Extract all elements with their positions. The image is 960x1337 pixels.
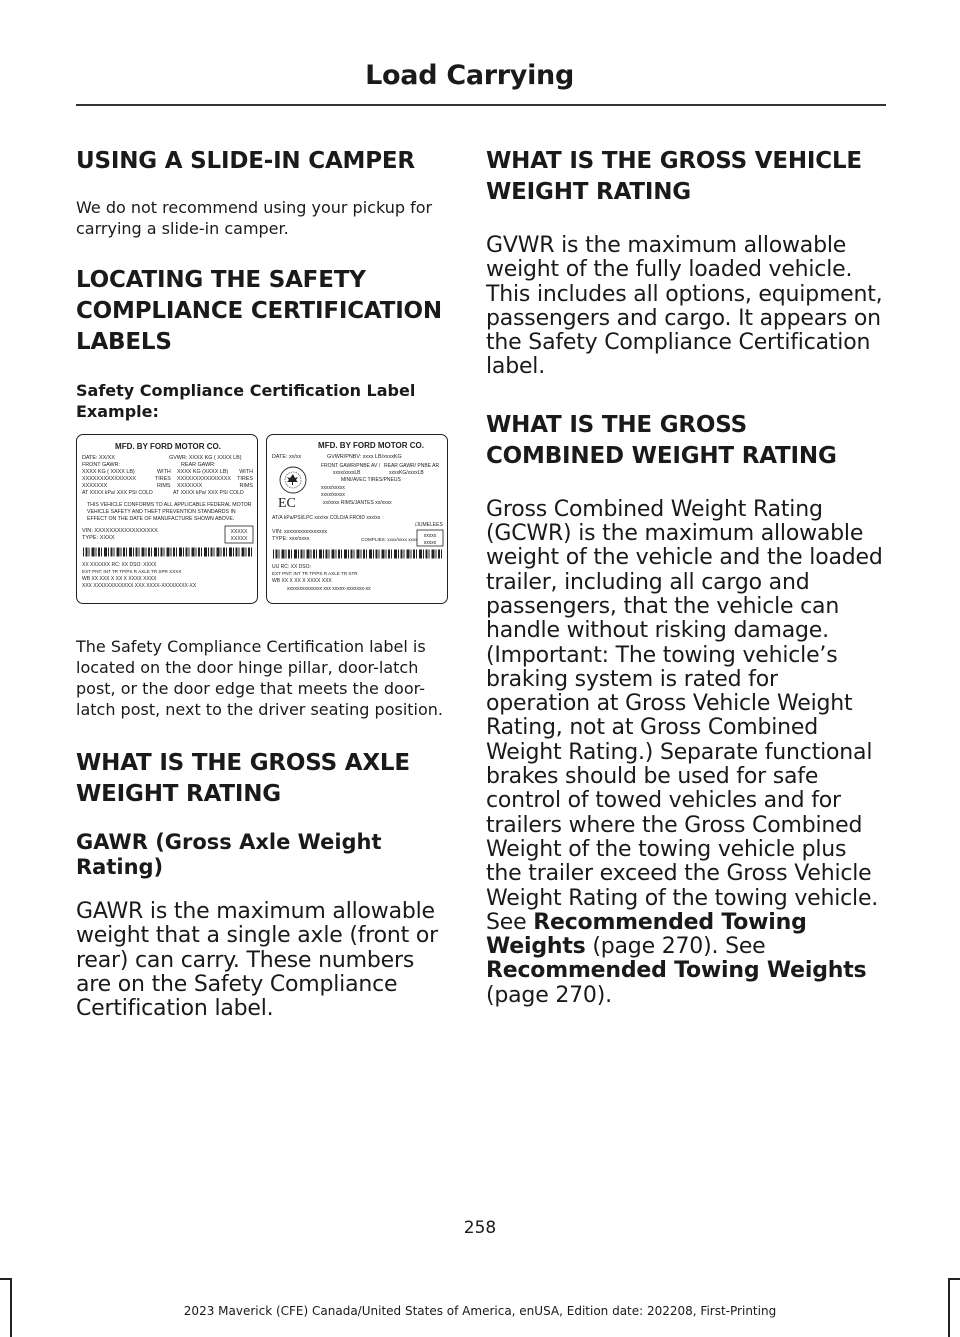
label-tires-2: TIRES — [237, 476, 253, 482]
label-bi-rims: xx/xxxx RIMS/JANTES xx/xxxx — [323, 500, 392, 506]
label-conform-3: EFFECT ON THE DATE OF MANUFACTURE SHOWN ABOVE. — [87, 516, 235, 522]
crop-mark-left-h — [0, 1278, 12, 1280]
page-ref-1: (page 270). — [592, 934, 719, 960]
label-cold-left: AT XXXX kPa/ XXX PSI COLD — [82, 490, 153, 496]
label-codes-row-3: XXX XXXXXXXXXXXX XXX XXXX-XXXXXXXX-XX — [82, 583, 197, 589]
label-bi-complies: COMPLIES: xxxx/xxxx xxxx — [361, 537, 418, 542]
page-header-title: Load Carrying — [365, 60, 574, 91]
label-bi-x-row-1: xxxx/xxxxx — [321, 485, 345, 491]
header-rule — [76, 104, 886, 106]
crop-mark-right-v — [948, 1278, 950, 1337]
heading-gross-vehicle-weight: WHAT IS THE GROSS VEHICLE WEIGHT RATING — [486, 148, 862, 205]
label-bi-box-1: xxxxx — [423, 533, 437, 539]
label-x7a: XXXXXXX — [82, 483, 108, 489]
see-text-2: See — [725, 934, 766, 960]
label-bi-front: FRONT GAWR/PNBE AV / — [321, 463, 381, 469]
canada-seal-icon — [280, 467, 306, 493]
label-bi-cold: AT/A kPa/PSI/LPC xxx/xx COLD/A FROID xxx/xx — [272, 515, 381, 521]
label-cold-right: AT XXXX kPa/ XXX PSI COLD — [173, 490, 244, 496]
label-kg-right: XXXX KG (XXXX LB) — [177, 469, 229, 475]
label-x7b: XXXXXXX — [177, 483, 203, 489]
label-bi-ec-mark: EC — [278, 496, 296, 511]
subheading-gawr: GAWR (Gross Axle Weight Rating) — [76, 830, 382, 879]
heading-gross-combined-weight: WHAT IS THE GROSS COMBINED WEIGHT RATING — [486, 411, 837, 469]
label-bi-jumelees: /JUMELEES — [415, 522, 443, 528]
label-x15b: XXXXXXXXXXXXXXX — [177, 476, 231, 482]
label-box-2: XXXXX — [230, 536, 248, 542]
paragraph-gcwr — [486, 498, 886, 1008]
label-conform-1: THIS VEHICLE CONFORMS TO ALL APPLICABLE FEDERAL MOTOR — [87, 502, 252, 508]
heading-gross-axle-weight: WHAT IS THE GROSS AXLE WEIGHT RATING — [76, 750, 410, 807]
see-text-1: See — [486, 909, 527, 935]
label-rims-2: RIMS — [239, 483, 253, 489]
crop-mark-right-h — [948, 1278, 960, 1280]
label-gvwr: GVWR: XXXX KG ( XXXX LB) — [169, 455, 242, 461]
paragraph-gawr: GAWR is the maximum allowable weight that a single axle (front or rear) can carry. These numbers are on the Safety Compliance Certification label. — [76, 899, 438, 1022]
label-date: DATE: XX/XX — [82, 455, 115, 461]
label-company: MFD. BY FORD MOTOR CO. — [115, 442, 221, 451]
page-number: 258 — [463, 1218, 497, 1238]
label-bi-r-val: xxxxKG/xxxxLB — [389, 470, 424, 476]
label-vin: VIN: XXXXXXXXXXXXXXXXX — [82, 528, 158, 534]
heading-slide-in-camper: USING A SLIDE-IN CAMPER — [76, 148, 415, 174]
paragraph-camper: We do not recommend using your pickup for carrying a slide-in camper. — [76, 198, 433, 238]
label-bi-box-2: xxxxx — [423, 540, 437, 546]
label-bi-x-row-2: xxxx/xxxxx — [321, 492, 345, 498]
label-bi-type: TYPE: xxx/xxxx — [272, 536, 310, 542]
label-bi-tires-mid: MINI/AVEC TIRES/PNEUS — [341, 477, 401, 483]
label-example-caption: Safety Compliance Certification Label Example: — [76, 381, 416, 421]
label-bi-date: DATE: xx/xx — [272, 454, 302, 460]
label-bi-codes-labels: EXT PNT: INT TR TP/PS R AXLE TR STR — [272, 571, 358, 576]
label-codes-row-1: XX XXXXXX RC: XX DSO: XXXX — [82, 562, 157, 568]
label-kg-left: XXXX KG ( XXXX LB) — [82, 469, 135, 475]
label-codes-labels: EXT PNT: INT TR TP/PS R AXLE TR SPR XXXX — [82, 569, 182, 574]
label-bi-codes-row-3: xxxxxxxxxxxxxx xxx xxxxx-xxxxxxx-xx — [287, 586, 371, 592]
link-recommended-towing-weights-2[interactable]: Recommended Towing Weights — [486, 958, 867, 984]
label-bi-codes-row-2: WB XX X XX X XXXX XXX — [272, 578, 332, 584]
crop-mark-left-v — [10, 1278, 12, 1337]
label-conform-2: VEHICLE SAFETY AND THEFT PREVENTION STANDARDS IN — [87, 509, 236, 515]
page-ref-2: (page 270). — [486, 982, 612, 1008]
label-with-1: WITH — [157, 469, 171, 475]
label-rear-gawr: REAR GAWR: — [181, 462, 216, 468]
link-recommended-towing-weights-1[interactable]: Recommended Towing Weights — [486, 909, 807, 960]
label-box-1: XXXXX — [230, 529, 248, 535]
label-tires-1: TIRES — [155, 476, 171, 482]
label-bi-vin: VIN: xxxxxxxxxxxxxxxx — [272, 529, 328, 535]
label-bi-rear: REAR GAWR/ PNBE AR — [384, 463, 440, 469]
label-bi-gvwr: GVWR/PNBV: xxxx LB/xxxxKG — [327, 454, 402, 460]
label-with-2: WITH — [239, 469, 253, 475]
label-rims-1: RIMS — [157, 483, 171, 489]
right-column — [486, 146, 886, 1008]
paragraph-gvwr: GVWR is the maximum allowable weight of the fully loaded vehicle. This includes all options, equipment, passengers and cargo. It appears on the Safety Compliance Certification label. — [486, 233, 883, 380]
label-example-english — [76, 434, 258, 604]
label-type: TYPE: XXXX — [82, 535, 115, 541]
gcwr-text: Gross Combined Weight Rating (GCWR) is the maximum allowable weight of the vehicle and the loaded trailer, including all cargo and passengers, that the vehicle can handle without risking damage. (Important: The towing vehicle’s braking system is rated for operation at Gross Vehicle Weight Rating, not at Gross Combined Weight Rating.) Separate functional brakes should be used for safe control of towed vehicles and for trailers where the Gross Combined Weight of the towing vehicle plus the trailer exceed the Gross Vehicle Weight Rating of the towing vehicle. — [486, 496, 883, 911]
paragraph-label-location: The Safety Compliance Certification label is located on the door hinge pillar, door-latch post, or the door edge that meets the door-latch post, next to the driver seating position. — [76, 637, 443, 719]
label-bi-codes-row-1: UU RC: XX DSO: — [272, 564, 311, 570]
label-examples — [76, 434, 448, 604]
label-codes-row-2: WB XX XXX X XX X XXXX XXXX — [82, 576, 157, 582]
left-column — [76, 146, 448, 1021]
label-bi-f-val: xxxx/xxxxLB — [333, 470, 361, 476]
label-x15a: XXXXXXXXXXXXXXX — [82, 476, 136, 482]
label-front-gawr: FRONT GAWR: — [82, 462, 121, 468]
footer-edition: 2023 Maverick (CFE) Canada/United States of America, enUSA, Edition date: 202208, First-Printing — [183, 1304, 777, 1318]
heading-locating-labels: LOCATING THE SAFETY COMPLIANCE CERTIFICATION LABELS — [76, 267, 442, 355]
label-bi-company: MFD. BY FORD MOTOR CO. — [318, 441, 424, 450]
label-example-bilingual — [266, 434, 448, 604]
